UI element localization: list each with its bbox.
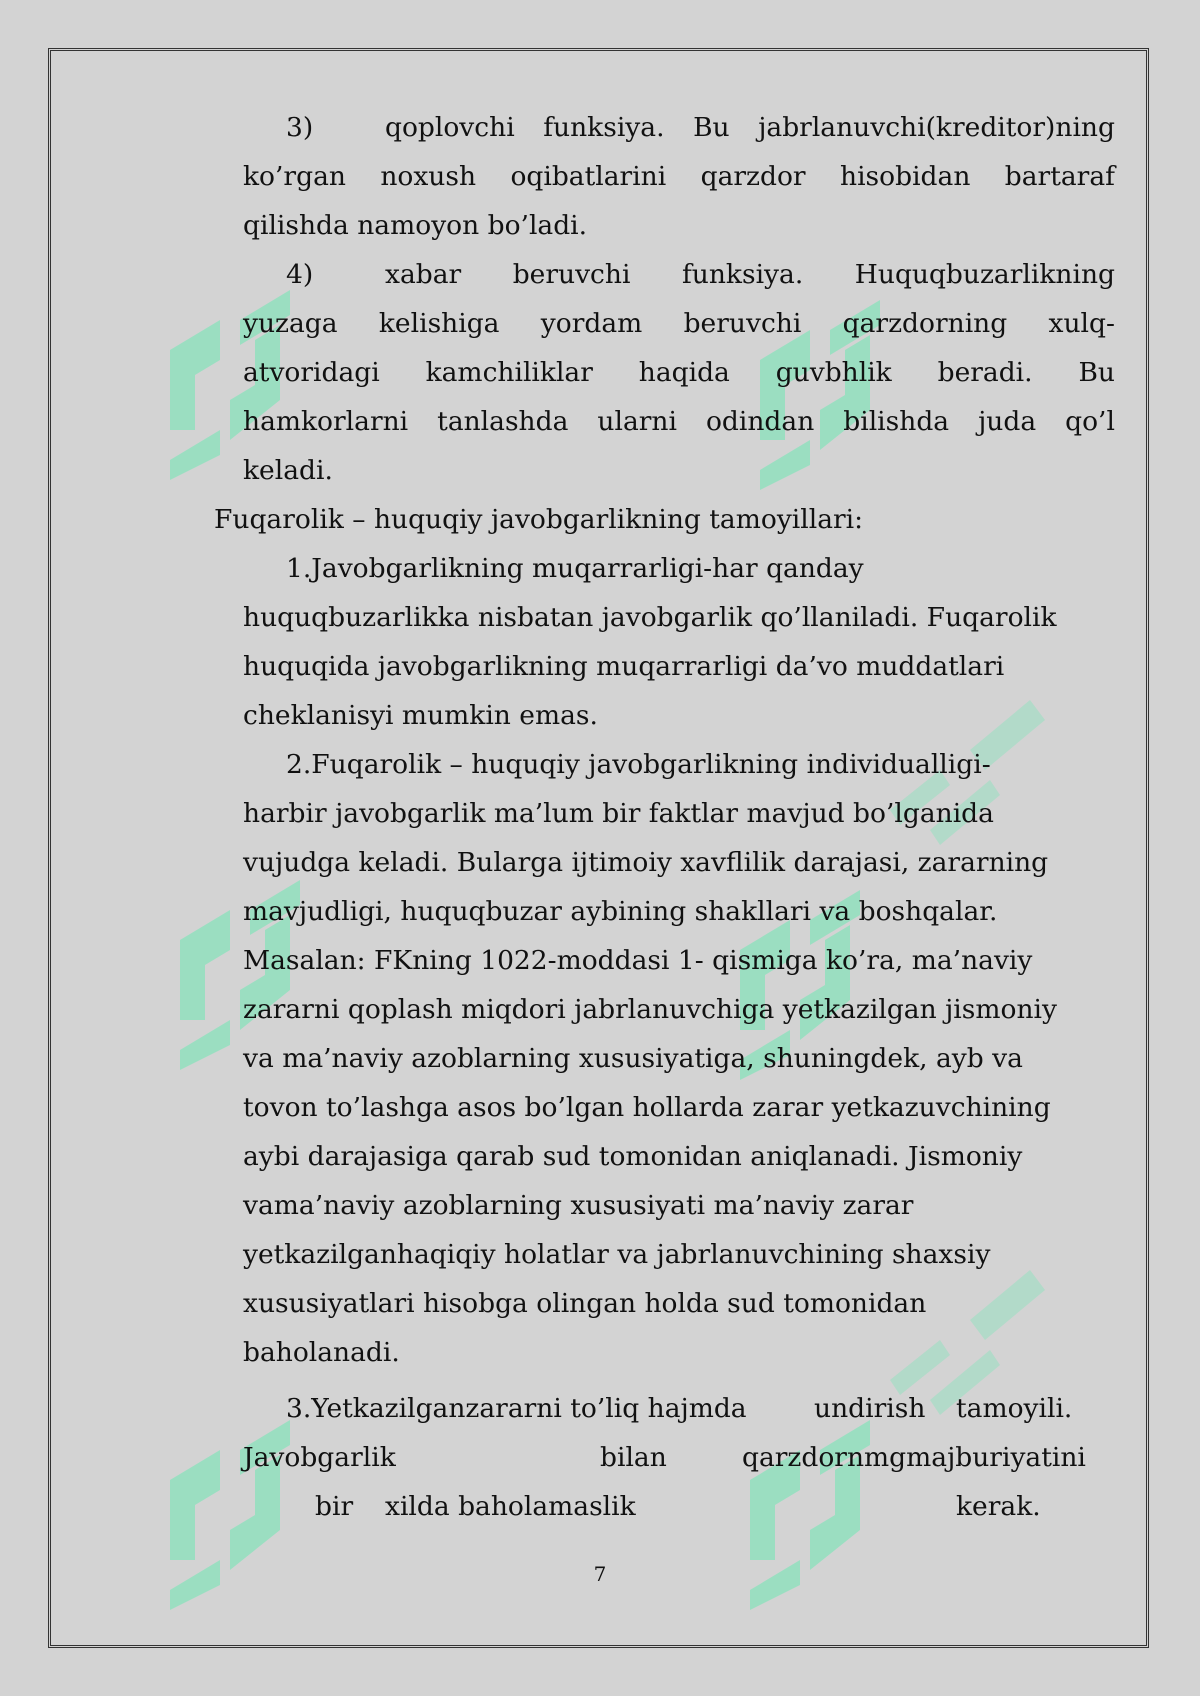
paragraph-line: huquqida javobgarlikning muqarrarligi da’vo muddatlari [243,651,1005,682]
paragraph-line: Javobgarlik [243,1442,396,1473]
word: ko’rgan [243,161,346,192]
word: beruvchi [683,308,802,339]
word: qo’l [1065,406,1115,437]
paragraph-line: keladi. [243,455,333,486]
word: Bu [693,112,730,143]
word: qarzdorning [842,308,1008,339]
word: jabrlanuvchi(kreditor)ning [758,112,1115,143]
paragraph-line: va ma’naviy azoblarning xususiyatiga, shuningdek, ayb va [243,1043,1023,1074]
paragraph-line: Masalan: FKning 1022-moddasi 1- qismiga ko’ra, ma’naviy [243,945,1033,976]
paragraph-line [243,397,1115,446]
paragraph-line: huquqbuzarlikka nisbatan javobgarlik qo’llaniladi. Fuqarolik [243,602,1057,633]
paragraph-line: xilda baholamaslik [385,1491,636,1522]
principles-heading: Fuqarolik – huquqiy javobgarlikning tamoyillari: [214,504,864,535]
paragraph-line: xususiyatlari hisobga olingan holda sud tomonidan [243,1288,927,1319]
paragraph-line [243,348,1115,397]
word: funksiya. [681,259,804,290]
paragraph-line: baholanadi. [243,1337,400,1368]
paragraph-line: kerak. [956,1491,1041,1522]
paragraph-line: qarzdornmgmajburiyatini [742,1442,1086,1473]
paragraph-line [385,250,1115,299]
paragraph-line: vujudga keladi. Bularga ijtimoiy xavflilik darajasi, zararning [243,847,1049,878]
word: funksiya. [543,112,665,143]
paragraph-line [243,152,1115,201]
word: hamkorlarni [243,406,409,437]
paragraph-line: tovon to’lashga asos bo’lgan hollarda zarar yetkazuvchining [243,1092,1051,1123]
word: kamchiliklar [425,357,593,388]
paragraph-line: 3.Yetkazilganzararni to’liq hajmda [286,1393,747,1424]
list-number: 4) [286,259,314,290]
paragraph-line: bilan [600,1442,667,1473]
word: atvoridagi [243,357,380,388]
paragraph-line [385,103,1115,152]
paragraph-line: bir [315,1491,354,1522]
word: xabar [385,259,462,290]
paragraph-line [243,299,1115,348]
page-number: 7 [593,1562,607,1586]
word: xulq- [1048,308,1115,339]
word: qarzdor [700,161,806,192]
word: tanlashda [437,406,569,437]
word: yordam [540,308,643,339]
word: juda [978,406,1037,437]
list-number: 3) [286,112,314,143]
word: qoplovchi [385,112,515,143]
paragraph-line: undirish [814,1393,926,1424]
word: odindan [705,406,815,437]
word: haqida [638,357,730,388]
paragraph-line: aybi darajasiga qarab sud tomonidan aniqlanadi. Jismoniy [243,1141,1023,1172]
paragraph-line: cheklanisyi mumkin emas. [243,700,598,731]
paragraph-line: harbir javobgarlik ma’lum bir faktlar mavjud bo’lganida [243,798,994,829]
word: Bu [1078,357,1115,388]
paragraph-line: yetkazilganhaqiqiy holatlar va jabrlanuvchining shaxsiy [243,1239,991,1270]
paragraph-line: zararni qoplash miqdori jabrlanuvchiga yetkazilgan jismoniy [243,994,1057,1025]
word: ularni [597,406,677,437]
word: Huquqbuzarlikning [854,259,1115,290]
word: beruvchi [512,259,631,290]
paragraph-line: mavjudligi, huquqbuzar aybining shakllari va boshqalar. [243,896,998,927]
word: oqibatlarini [510,161,667,192]
word: hisobidan [840,161,971,192]
word: yuzaga [243,308,338,339]
paragraph-line: tamoyili. [956,1393,1073,1424]
paragraph-line: vama’naviy azoblarning xususiyati ma’naviy zarar [243,1190,914,1221]
word: beradi. [937,357,1033,388]
word: bartaraf [1004,161,1115,192]
paragraph-line: 1.Javobgarlikning muqarrarligi-har qanday [286,553,864,584]
word: bilishda [843,406,950,437]
paragraph-line: 2.Fuqarolik – huquqiy javobgarlikning individualligi- [286,749,991,780]
word: kelishiga [378,308,500,339]
word: noxush [380,161,477,192]
paragraph-line: qilishda namoyon bo’ladi. [243,210,588,241]
word: guvbhlik [775,357,892,388]
